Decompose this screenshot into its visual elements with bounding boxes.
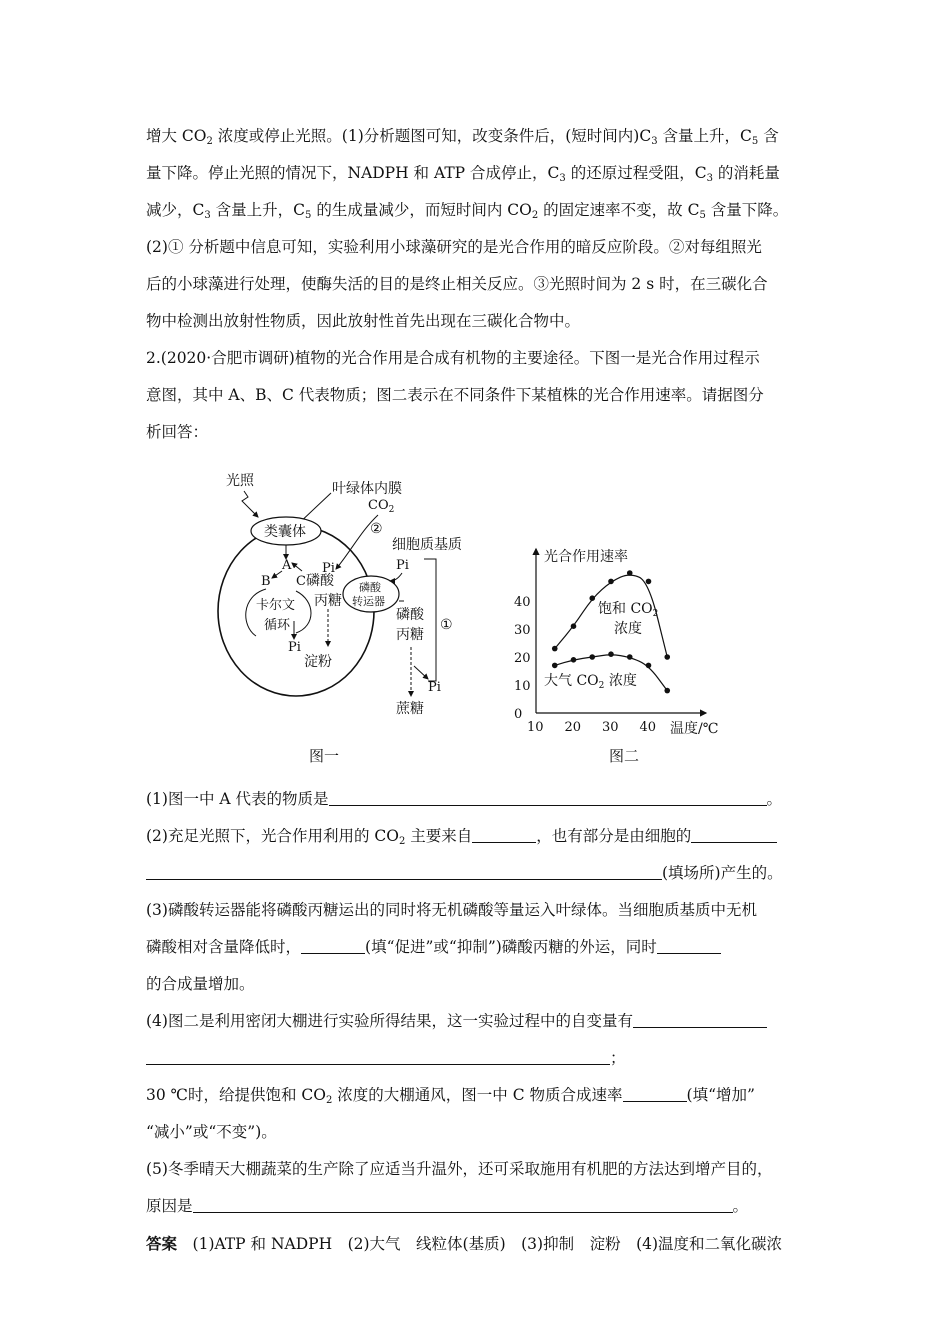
starch-label: 淀粉 (304, 654, 332, 670)
tp-inside-1: 磷酸 (306, 573, 334, 589)
num-1: ① (440, 617, 453, 633)
explanation-line-6: 物中检测出放射性物质，因此放射性首先出现在三碳化合物中。 (146, 312, 581, 330)
series-atmospheric-label: 大气 $CO_2$ 浓度 (544, 673, 637, 691)
item-4-line-3: 30 ℃时，给提供饱和 $CO_2$ 浓度的大棚通风，图一中 C 物质合成速率 (填“增加” (146, 1086, 755, 1106)
y-tick-label: 30 (514, 623, 531, 638)
arrow-to-pi-out (414, 666, 428, 679)
label-b: B (261, 574, 271, 589)
item-1: (1)图一中 A 代表的物质是 。 (146, 790, 783, 808)
y-tick-label: 0 (514, 707, 523, 722)
series-saturated-point (646, 579, 652, 585)
figures-svg (146, 451, 810, 781)
answer-text: (1)ATP 和 NADPH (2)大气 线粒体(基质) (3)抑制 淀粉 (4)温度和二氧化碳浓 (192, 1235, 783, 1253)
answer-blank-5[interactable] (193, 1196, 733, 1213)
y-tick-label: 20 (514, 651, 531, 666)
pi-out-label: Pi (428, 680, 441, 695)
series-saturated-point (608, 579, 614, 585)
answer-blank-2c[interactable] (146, 863, 662, 880)
y-tick-label: 40 (514, 595, 531, 610)
pi-into-transporter-arrow (390, 573, 402, 581)
figure-two-caption: 图二 (609, 747, 640, 765)
series-saturated-point (571, 623, 577, 629)
tp-outside-1: 磷酸 (396, 607, 424, 623)
explanation-line-3: 减少，$C_3$ 含量上升，$C_5$ 的生成量减少，而短时间内 $CO_2$ 的固定速率不变，故 $C_5$ 含量下降。 (146, 201, 789, 221)
series-saturated-label-2: 浓度 (614, 621, 642, 637)
answer-blank-3a[interactable] (301, 937, 365, 954)
tp-outside-2: 丙糖 (396, 627, 424, 643)
x-tick-label: 20 (564, 720, 582, 735)
membrane-label: 叶绿体内膜 (332, 481, 402, 497)
series-atmospheric-point (627, 654, 633, 660)
answer-blank-4c[interactable] (623, 1085, 687, 1102)
calvin-label-2: 循环 (264, 618, 291, 633)
pi-left-label: Pi (322, 561, 335, 576)
question-stem-2: 意图，其中 A、B、C 代表物质；图二表示在不同条件下某植株的光合作用速率。请据图分 (146, 386, 764, 404)
x-tick-label: 10 (527, 720, 544, 735)
calvin-cycle-arc-right (296, 591, 311, 633)
answer-blank-3b[interactable] (657, 937, 721, 954)
series-atmospheric-point (664, 688, 670, 694)
item-4-line-1: (4)图二是利用密闭大棚进行实验所得结果，这一实验过程中的自变量有 (146, 1003, 810, 1040)
arrow-a-to-b (272, 571, 282, 578)
answer-blank-4b[interactable] (146, 1048, 610, 1065)
series-saturated-point (627, 570, 633, 576)
light-label: 光照 (226, 473, 254, 489)
item-2-line-2: (填场所)产生的。 (146, 855, 810, 892)
figure-one-caption: 图一 (309, 747, 340, 765)
answer-blank-4a[interactable] (633, 1011, 767, 1028)
explanation-line-5: 后的小球藻进行处理，使酶失活的目的是终止相关反应。③光照时间为 2 s 时，在三碳化合 (146, 275, 768, 293)
answer-line (146, 1225, 810, 1262)
pi-bottom-label: Pi (288, 640, 301, 655)
answer-blank-1[interactable] (329, 789, 767, 806)
item-2-line-1: (2)充足光照下，光合作用利用的 $CO_2$ 主要来自 ，也有部分是由细胞的 (146, 818, 810, 855)
question-stem-3: 析回答： (146, 423, 209, 441)
item-5-line-1: (5)冬季晴天大棚蔬菜的生产除了应适当升温外，还可采取施用有机肥的方法达到增产目的， (146, 1160, 773, 1178)
transporter-label-2: 转运器 (352, 595, 385, 608)
chart-y-axis-label: 光合作用速率 (544, 549, 628, 565)
item-5-line-2: 原因是 。 (146, 1197, 749, 1215)
co2-label: $CO_2$ (368, 498, 395, 515)
pi-right-label: Pi (396, 558, 409, 573)
explanation-line-2: 量下降。停止光照的情况下，NADPH 和 ATP 合成停止，$C_3$ 的还原过程受阻，$C_3$ 的消耗量 (146, 164, 780, 184)
series-atmospheric-point (589, 654, 595, 660)
series-atmospheric-point (552, 663, 558, 669)
label-a: A (282, 558, 292, 573)
figure-one-diagram (218, 472, 462, 765)
answer-blank-2a[interactable] (472, 826, 536, 843)
answer-label: 答案 (146, 1234, 178, 1253)
series-saturated-label-1: 饱和 $CO_2$ (598, 601, 659, 619)
label-c: C (296, 574, 306, 589)
y-tick-label: 10 (514, 679, 531, 694)
series-saturated-point (552, 646, 558, 652)
chart-x-axis-label: 温度/℃ (670, 721, 719, 737)
question-stem-1: 2.(2020·合肥市调研)植物的光合作用是合成有机物的主要途径。下图一是光合作用过程示 (146, 349, 760, 367)
cytoplasm-label: 细胞质基质 (392, 537, 462, 553)
explanation-line-1: 增大 $CO_2$ 浓度或停止光照。(1)分析题图可知，改变条件后，(短时间内)$C_3$ 含量上升，$C_5$ 含 (146, 127, 779, 147)
series-saturated-point (589, 595, 595, 601)
transporter-label-1: 磷酸 (359, 581, 381, 594)
series-atmospheric-point (608, 651, 614, 657)
series-atmospheric-point (571, 657, 577, 663)
cycle-1-line (424, 559, 436, 681)
item-4-line-4: “减小”或“不变”)。 (146, 1123, 277, 1141)
chloroplast-inner-membrane (218, 526, 374, 696)
item-3-line-1: (3)磷酸转运器能将磷酸丙糖运出的同时将无机磷酸等量运入叶绿体。当细胞质基质中无机 (146, 901, 757, 919)
light-arrow (242, 491, 258, 517)
x-tick-label: 30 (602, 720, 619, 735)
figure-two-chart (514, 548, 718, 765)
item-4-line-2: ； (146, 1040, 810, 1077)
calvin-label-1: 卡尔文 (256, 598, 296, 613)
document-page (146, 118, 810, 1262)
item-3-line-3: 的合成量增加。 (146, 975, 255, 993)
answer-blank-2b[interactable] (691, 826, 777, 843)
num-2: ② (370, 521, 383, 537)
tp-inside-2: 丙糖 (314, 593, 342, 609)
sucrose-label: 蔗糖 (396, 701, 424, 717)
thylakoid-label: 类囊体 (264, 524, 306, 540)
arrow-c-to-a (292, 563, 302, 571)
series-saturated-point (664, 654, 670, 660)
series-atmospheric-point (646, 663, 652, 669)
figures-area (146, 451, 810, 781)
x-tick-label: 40 (639, 720, 657, 735)
explanation-line-4: (2)① 分析题中信息可知，实验利用小球藻研究的是光合作用的暗反应阶段。②对每组照光 (146, 238, 762, 256)
item-3-line-2: 磷酸相对含量降低时， (填“促进”或“抑制”)磷酸丙糖的外运，同时 (146, 929, 810, 966)
